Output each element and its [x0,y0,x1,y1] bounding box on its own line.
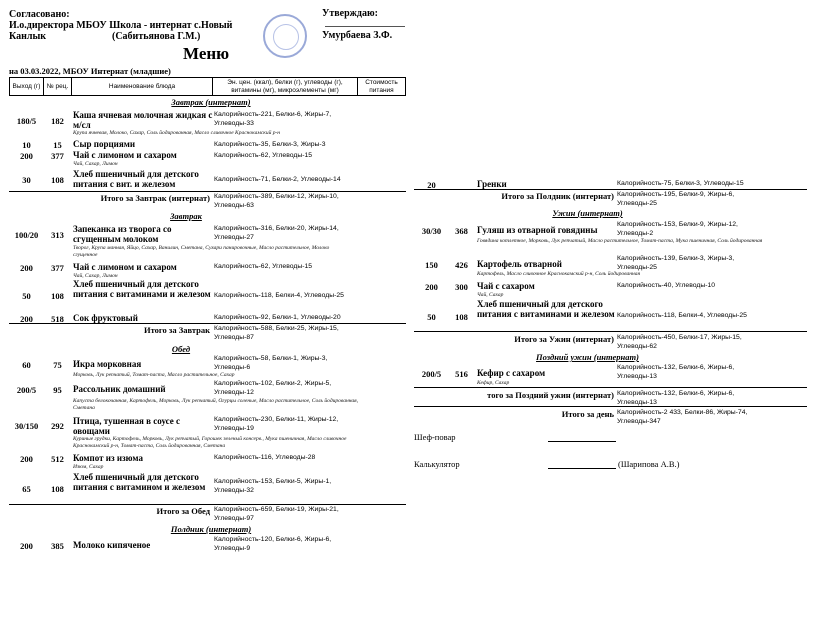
row-dish: Хлеб пшеничный для детского питания с витамином и железом [73,472,206,492]
row-recipe: 516 [455,369,468,379]
row-recipe: 377 [51,263,64,273]
total-nutrition: Калорийность-195, Белки-9, Жиры-6, Углеводы-25 [617,191,735,207]
row-output: 200 [20,314,33,324]
row-output: 60 [22,360,31,370]
agreed-title: Согласовано: [9,9,70,20]
row-recipe: 313 [51,230,64,240]
agreed-name: (Сабитьянова Г.М.) [112,31,201,42]
row-output: 20 [427,180,436,190]
divider [9,323,406,324]
row-nutrition: Калорийность-71, Белки-2, Углеводы-14 [214,176,341,183]
signature-line [325,26,405,27]
row-ingredients: Чай, Сахар, Лимон [73,273,118,279]
col-nutrition: Эн. цен. (ккал), белки (г), углеводы (г), витамины (мг), микроэлементы (мг) [212,77,358,96]
row-dish: Икра морковная [73,359,142,369]
row-recipe: 512 [51,454,64,464]
row-output: 200/5 [421,369,442,379]
row-recipe: 377 [51,151,64,161]
total-label: Итого за Ужин (интернат) [514,334,614,344]
row-output: 30 [22,175,31,185]
approved-name: Умурбаева З.Ф. [322,30,393,41]
total-nutrition: Калорийность-588, Белки-25, Жиры-15, Углеводы-87 [214,325,339,341]
row-dish: Компот из изюма [73,453,143,463]
row-output: 200/5 [16,385,37,395]
row-output: 30/30 [421,226,442,236]
row-ingredients: Творог, Крупа манная, Яйцо, Сахар, Ванилин, Сметана, Сухари панировочные, Масло растительное, Молоко сгущенное [73,245,330,258]
row-output: 50 [22,291,31,301]
row-output: 150 [425,260,438,270]
row-dish: Запеканка из творога со сгущенным молоком [73,224,172,244]
chef-label: Шеф-повар [414,432,456,442]
row-recipe: 108 [51,175,64,185]
total-label: Итого за Завтрак [143,325,210,335]
row-recipe: 15 [53,140,62,150]
divider [414,189,807,190]
row-recipe: 385 [51,541,64,551]
row-output: 65 [22,484,31,494]
row-nutrition: Калорийность-230, Белки-11, Жиры-12, Углеводы-19 [214,416,339,432]
row-ingredients: Изюм, Сахар [73,464,104,470]
row-dish: Гуляш из отварной говядины [477,225,598,235]
row-ingredients: Крупа ячневая, Молоко, Сахар, Соль йодированная, Масло сливочное Краснокамский р-н [73,130,281,136]
agreed-place: Канлык [9,31,47,42]
row-output: 200 [20,541,33,551]
row-nutrition: Калорийность-139, Белки-3, Жиры-3, Углеводы-25 [617,255,735,271]
row-dish: Сыр порциями [73,139,136,149]
row-nutrition: Калорийность-316, Белки-20, Жиры-14, Углеводы-27 [214,225,339,241]
row-ingredients: Капуста белокочанная, Картофель, Морковь, Лук репчатый, Огурцы соленые, Масло растительное, Соль йодированная, Сметана [73,398,359,411]
section-snack-internat: Полдник (интернат) [170,524,252,534]
row-dish: Молоко кипяченое [73,540,151,550]
row-recipe: 108 [51,291,64,301]
row-recipe: 108 [455,312,468,322]
total-label: Итого за Обед [156,506,210,516]
row-recipe: 426 [455,260,468,270]
row-recipe: 518 [51,314,64,324]
row-output: 30/150 [14,421,39,431]
row-nutrition: Калорийность-75, Белки-3, Углеводы-15 [617,180,744,187]
row-output: 200 [20,454,33,464]
stamp-seal [263,14,307,58]
row-nutrition: Калорийность-92, Белки-1, Углеводы-20 [214,314,341,321]
row-recipe: 75 [53,360,62,370]
row-recipe: 108 [51,484,64,494]
row-dish: Картофель отварной [477,259,562,269]
row-ingredients: Чай, Сахар, Лимон [73,161,118,167]
row-output: 200 [20,263,33,273]
total-nutrition: Калорийность-2 433, Белки-86, Жиры-74, Углеводы-347 [617,409,748,425]
row-nutrition: Калорийность-58, Белки-1, Жиры-3, Углеводы-6 [214,355,328,371]
total-label: Итого за Завтрак (интернат) [100,193,210,203]
section-breakfast: Завтрак [170,211,202,221]
calc-signature-line [548,468,616,469]
row-nutrition: Калорийность-118, Белки-4, Углеводы-25 [214,292,344,299]
row-ingredients: Картофель, Масло сливочное Краснокамский р-н, Соль йодированная [477,271,641,277]
row-nutrition: Калорийность-118, Белки-4, Углеводы-25 [617,312,747,319]
section-late-dinner-internat: Поздний ужин (интернат) [536,352,639,362]
section-dinner-internat: Ужин (интернат) [552,208,623,218]
col-cost: Стоимость питания [357,77,406,96]
row-ingredients: Морковь, Лук репчатый, Томат-паста, Масло растительное, Сахар [73,372,235,378]
row-ingredients: Говядина котлетное, Морковь, Лук репчатый, Масло растительное, Томат-паста, Мука пшеничная, Соль йодированная [477,238,763,244]
total-nutrition: Калорийность-389, Белки-12, Жиры-10, Углеводы-63 [214,193,339,209]
col-recipe: № рец. [43,77,72,96]
agreed-position: И.о.директора МБОУ Школа - интернат с.Новый [9,20,233,31]
row-output: 10 [22,140,31,150]
row-nutrition: Калорийность-120, Белки-6, Жиры-6, Углеводы-9 [214,536,332,552]
calc-label: Калькулятор [414,459,460,469]
row-dish: Чай с лимоном и сахаром [73,262,177,272]
row-nutrition: Калорийность-221, Белки-6, Жиры-7, Углеводы-33 [214,111,332,127]
row-recipe: 368 [455,226,468,236]
row-recipe: 300 [455,282,468,292]
row-output: 200 [20,151,33,161]
row-nutrition: Калорийность-153, Белки-5, Жиры-1, Углеводы-32 [214,478,332,494]
row-dish: Кефир с сахаром [477,368,546,378]
row-dish: Хлеб пшеничный для детского питания с вит. и железом [73,169,199,189]
row-dish: Каша ячневая молочная жидкая с м/сл [73,110,213,130]
row-output: 50 [427,312,436,322]
row-nutrition: Калорийность-116, Углеводы-28 [214,454,316,461]
row-ingredients: Чай, Сахар [477,292,504,298]
approved-title: Утверждаю: [322,8,378,19]
row-output: 180/5 [16,116,37,126]
total-label: того за Поздний ужин (интернат) [487,390,614,400]
col-output: Выход (г) [9,77,44,96]
date-line: на 03.03.2022, МБОУ Интернат (младшие) [9,66,171,76]
total-label: Итого за Полдник (интернат) [501,191,614,201]
divider [414,387,807,388]
total-nutrition: Калорийность-659, Белки-19, Жиры-21, Углеводы-97 [214,506,339,522]
row-ingredients: Куриные грудки, Картофель, Морковь, Лук репчатый, Горошек зеленый консерв., Мука пшеничная, Масло сливочное Краснокамский р-н, Томат-паста, Соль йодированная, Сметана [73,436,347,449]
menu-title: Меню [183,44,230,63]
divider [9,191,406,192]
row-dish: Рассольник домашний [73,384,166,394]
row-dish: Сок фруктовый [73,313,138,323]
row-nutrition: Калорийность-35, Белки-3, Жиры-3 [214,141,326,148]
total-nutrition: Калорийность-450, Белки-17, Жиры-15, Углеводы-62 [617,334,742,350]
row-dish: Чай с сахаром [477,281,535,291]
row-nutrition: Калорийность-132, Белки-6, Жиры-6, Углеводы-13 [617,364,735,380]
row-nutrition: Калорийность-40, Углеводы-10 [617,282,716,289]
row-recipe: 182 [51,116,64,126]
calc-name: (Шарипова А.В.) [618,459,680,469]
row-output: 100/20 [14,230,39,240]
row-nutrition: Калорийность-62, Углеводы-15 [214,152,313,159]
col-dish: Наименование блюда [71,77,213,96]
row-dish: Чай с лимоном и сахаром [73,150,177,160]
row-recipe: 292 [51,421,64,431]
row-dish: Хлеб пшеничный для детского питания с витаминами и железом [73,279,211,299]
divider [414,331,807,332]
row-output: 200 [425,282,438,292]
chef-signature-line [548,441,616,442]
divider [414,406,807,407]
row-recipe: 95 [53,385,62,395]
row-dish: Хлеб пшеничный для детского питания с витаминами и железом [477,299,615,319]
row-nutrition: Калорийность-102, Белки-2, Жиры-5, Углеводы-12 [214,380,332,396]
row-nutrition: Калорийность-153, Белки-9, Жиры-12, Углеводы-2 [617,221,738,237]
section-breakfast-internat: Завтрак (интернат) [171,97,251,107]
row-dish: Гренки [477,179,507,189]
total-nutrition: Калорийность-132, Белки-6, Жиры-6, Углеводы-13 [617,390,735,406]
row-ingredients: Кефир, Сахар [477,380,510,386]
section-lunch: Обед [171,344,191,354]
row-dish: Птица, тушенная в соусе с овощами [73,416,181,436]
total-label: Итого за день [561,409,614,419]
row-nutrition: Калорийность-62, Углеводы-15 [214,263,313,270]
divider [9,504,406,505]
